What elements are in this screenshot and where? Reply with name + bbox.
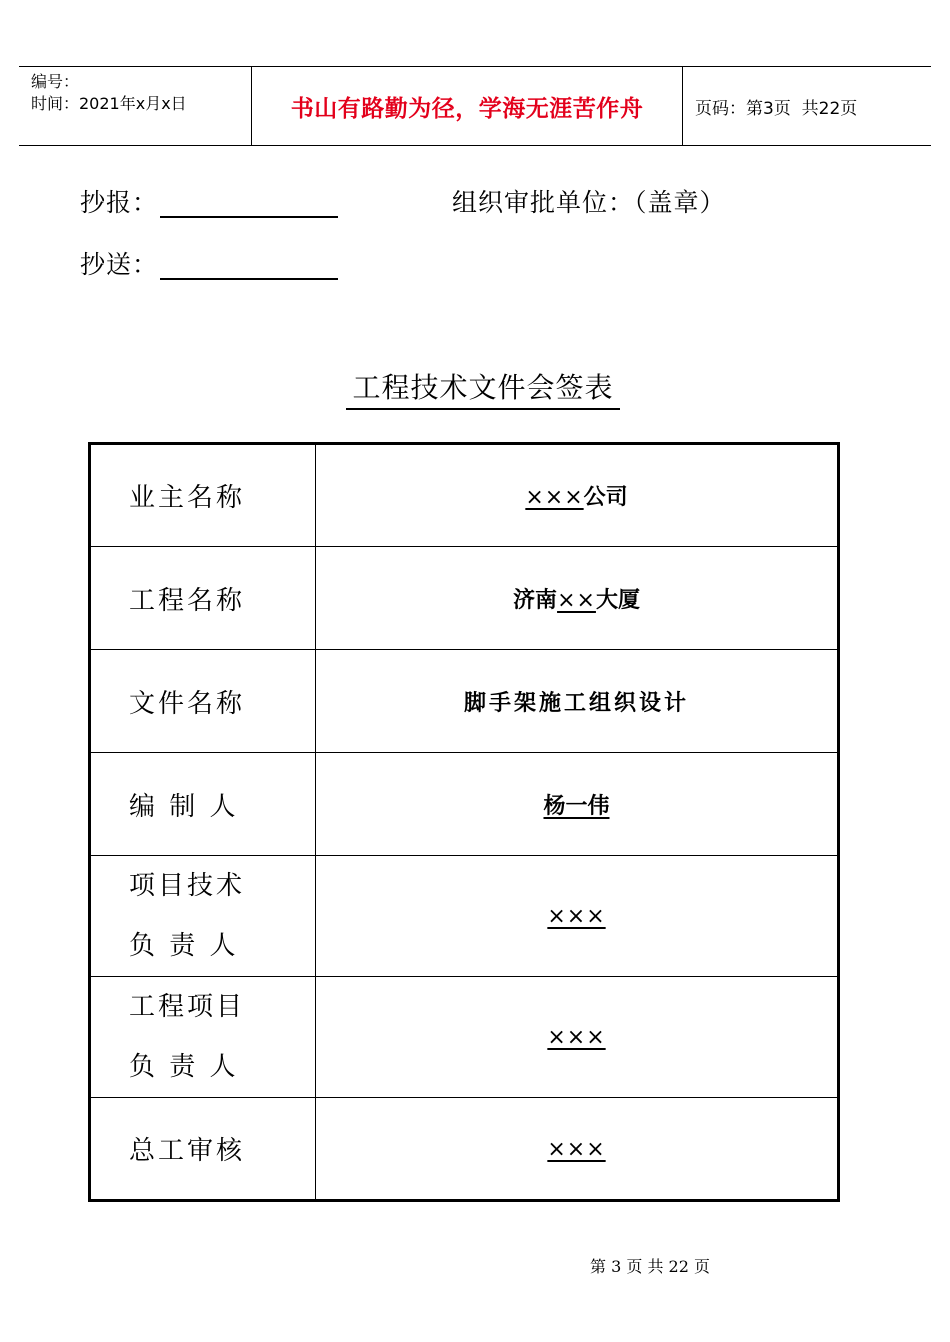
owner-value bbox=[316, 444, 839, 547]
table-row bbox=[90, 1098, 839, 1201]
author-name: 杨一伟 bbox=[543, 792, 610, 819]
document-label: 文件名称 bbox=[90, 650, 316, 753]
form-title-wrap bbox=[0, 366, 950, 406]
table-row bbox=[90, 547, 839, 650]
copy-to-label: 抄送： bbox=[80, 250, 159, 279]
table-row bbox=[90, 650, 839, 753]
header-motto: 书山有路勤为径，学海无涯苦作舟 bbox=[290, 95, 644, 122]
signoff-table bbox=[88, 442, 840, 1202]
project-name-prefix: 济南 bbox=[513, 586, 558, 613]
pm-label bbox=[90, 977, 316, 1098]
document-value: 脚手架施工组织设计 bbox=[316, 650, 839, 753]
table-row bbox=[90, 856, 839, 977]
owner-name-placeholder: ××× bbox=[525, 485, 584, 510]
author-value bbox=[316, 753, 839, 856]
chief-label: 总工审核 bbox=[90, 1098, 316, 1201]
tech-lead-value bbox=[316, 856, 839, 977]
project-name-placeholder: ×× bbox=[557, 587, 596, 613]
tech-lead-label-line2: 负 责 人 bbox=[129, 931, 239, 961]
author-label: 编 制 人 bbox=[90, 753, 316, 856]
pm-value bbox=[316, 977, 839, 1098]
page-header bbox=[19, 66, 931, 146]
table-row bbox=[90, 444, 839, 547]
tech-lead-name: ××× bbox=[547, 904, 606, 929]
document-number-label: 编号： bbox=[31, 72, 80, 91]
project-name-suffix: 大厦 bbox=[595, 586, 640, 613]
header-divider bbox=[682, 67, 683, 145]
page-footer: 第 3 页 共 22 页 bbox=[590, 1257, 710, 1276]
project-label: 工程名称 bbox=[90, 547, 316, 650]
report-to-line bbox=[80, 188, 338, 218]
owner-name-suffix: 公司 bbox=[583, 484, 628, 510]
tech-lead-label bbox=[90, 856, 316, 977]
chief-name: ××× bbox=[547, 1136, 606, 1162]
pm-label-line1: 工程项目 bbox=[129, 992, 246, 1022]
document-date: 时间：2021年x月x日 bbox=[31, 94, 187, 113]
header-page-info: 页码：第3页 共22页 bbox=[695, 98, 858, 119]
copy-to-blank bbox=[160, 254, 338, 280]
header-meta bbox=[31, 71, 187, 115]
form-title: 工程技术文件会签表 bbox=[346, 371, 619, 410]
approval-unit-label: 组织审批单位：（盖章） bbox=[452, 188, 726, 217]
pm-name: ××× bbox=[547, 1025, 606, 1050]
chief-value bbox=[316, 1098, 839, 1201]
table-row bbox=[90, 753, 839, 856]
report-to-blank bbox=[160, 192, 338, 218]
pm-label-line2: 负 责 人 bbox=[129, 1052, 239, 1082]
copy-to-line bbox=[80, 250, 338, 280]
table-row bbox=[90, 977, 839, 1098]
project-value bbox=[316, 547, 839, 650]
owner-label: 业主名称 bbox=[90, 444, 316, 547]
report-to-label: 抄报： bbox=[80, 188, 159, 217]
tech-lead-label-line1: 项目技术 bbox=[129, 871, 246, 901]
